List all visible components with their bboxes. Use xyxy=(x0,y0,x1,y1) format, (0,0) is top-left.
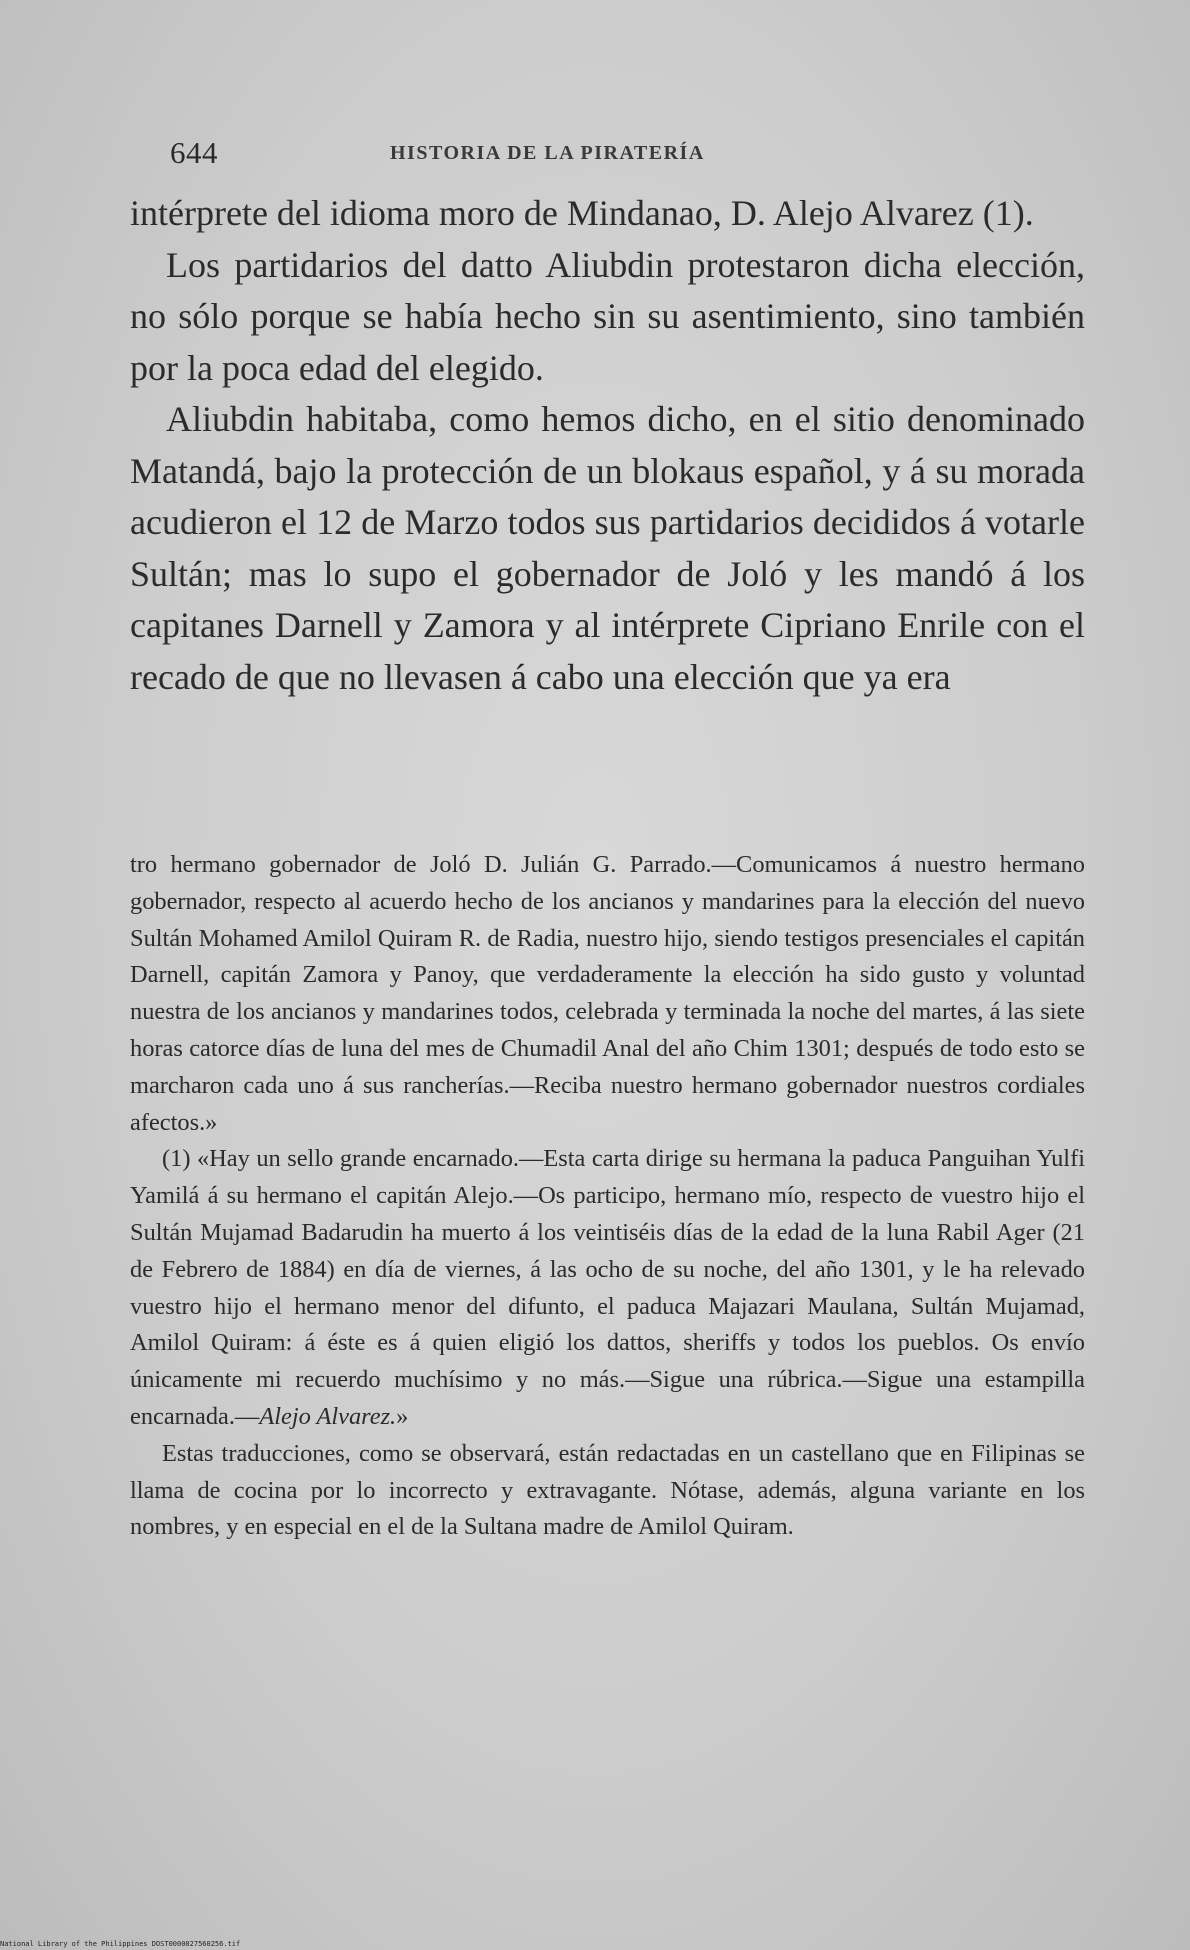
page-header xyxy=(170,135,1020,175)
paragraph-aliubdin: Aliubdin habitaba, como hemos dicho, en el sitio denominado Matandá, bajo la protección de un blokaus español, y á su morada acudieron el 12 de Marzo todos sus partidarios decididos á votarle Sultán; mas lo supo el gobernador de Joló y les mandó á los capitanes Darnell y Zamora y al intérprete Cipriano Enrile con el recado de que no llevasen á cabo una elección que ya era xyxy=(130,399,1085,697)
page-number: 644 xyxy=(170,135,218,170)
footnotes xyxy=(130,847,1085,1546)
paragraph-protest: Los partidarios del datto Aliubdin protestaron dicha elección, no sólo porque se había hecho sin su asentimiento, sino también por la poca edad del elegido. xyxy=(130,244,1085,388)
footnote-1-signature: Alejo Alvarez. xyxy=(259,1402,397,1430)
footnote-1-close: » xyxy=(396,1402,409,1430)
scan-footer-stamp: National Library of the Philippines DOST0000027560256.tif xyxy=(0,1940,241,1948)
main-text xyxy=(130,188,1085,703)
paragraph-continuation: intérprete del idioma moro de Mindanao, D. Alejo Alvarez (1). xyxy=(130,193,1034,233)
footnote-commentary: Estas traducciones, como se observará, están redactadas en un castellano que en Filipinas se llama de cocina por lo incorrecto y extravagante. Nótase, además, alguna variante en los nombres, y en especial en el de la Sultana madre de Amilol Quiram. xyxy=(130,1439,1085,1541)
footnote-1-text: (1) «Hay un sello grande encarnado.—Esta carta dirige su hermana la paduca Panguihan Yulfi Yamilá á su hermano el capitán Alejo.—Os participo, hermano mío, respecto de vuestro hijo el Sultán Mujamad Badarudin ha muerto á los veintiséis días de la edad de la luna Rabil Ager (21 de Febrero de 1884) en día de viernes, á las ocho de su noche, del año 1301, y le ha relevado vuestro hijo el hermano menor del difunto, el paduca Majazari Maulana, Sultán Mujamad, Amilol Quiram: á éste es á quien eligió los dattos, sheriffs y todos los pueblos. Os envío únicamente mi recuerdo muchísimo y no más.—Sigue una rúbrica.—Sigue una estampilla encarnada.— xyxy=(130,1145,1085,1430)
footnote-1 xyxy=(130,1141,1085,1435)
footnote-continuation: tro hermano gobernador de Joló D. Julián G. Parrado.—Comunicamos á nuestro hermano gobernador, respecto al acuerdo hecho de los ancianos y mandarines para la elección del nuevo Sultán Mohamed Amilol Quiram R. de Radia, nuestro hijo, siendo testigos presenciales el capitán Darnell, capitán Zamora y Panoy, que verdaderamente la elección ha sido gusto y voluntad nuestra de los ancianos y mandarines todos, celebrada y terminada la noche del martes, á las siete horas catorce días de luna del mes de Chumadil Anal del año Chim 1301; después de todo esto se marcharon cada uno á sus rancherías.—Reciba nuestro hermano gobernador nuestros cordiales afectos.» xyxy=(130,851,1085,1136)
running-title: HISTORIA DE LA PIRATERÍA xyxy=(390,142,705,164)
